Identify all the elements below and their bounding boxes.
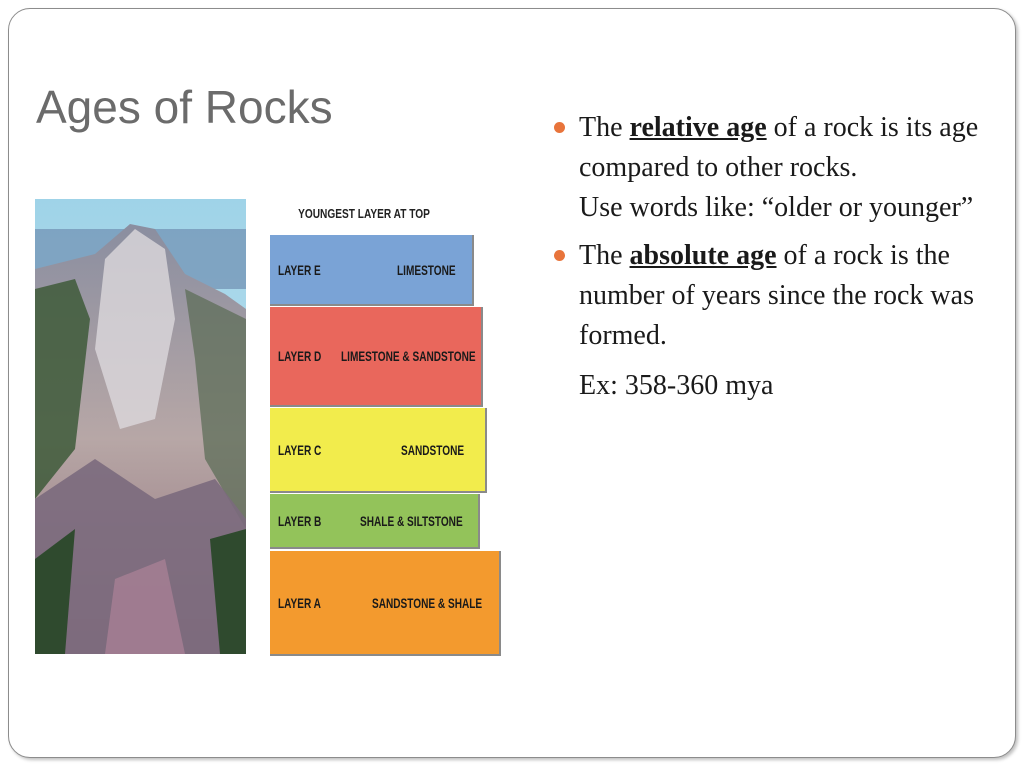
diagram-caption: YOUNGEST LAYER AT TOP: [298, 206, 430, 221]
bullet-dot-icon: [554, 250, 565, 261]
canyon-photo-image: [35, 199, 246, 654]
layer-d-rock: LIMESTONE & SANDSTONE: [341, 348, 476, 364]
layer-b: [270, 494, 480, 549]
layer-c: [270, 408, 487, 493]
layer-b-name: LAYER B: [278, 512, 322, 529]
slide-title: Ages of Rocks: [36, 81, 333, 133]
bullet-absolute-age: [552, 236, 992, 356]
layer-d: [270, 307, 483, 407]
layer-a-rock: SANDSTONE & SHALE: [372, 594, 483, 611]
layer-c-rock: SANDSTONE: [401, 441, 465, 458]
layer-e: [270, 235, 474, 306]
bullet-list: [552, 108, 992, 406]
bullet-2-prefix: The: [579, 240, 630, 271]
layer-e-rock: LIMESTONE: [397, 261, 456, 278]
bullet-dot-icon: [554, 122, 565, 133]
layer-d-name: LAYER D: [278, 348, 322, 364]
canyon-photo: [35, 199, 246, 654]
layer-b-rock: SHALE & SILTSTONE: [360, 512, 463, 529]
layer-a-name: LAYER A: [278, 594, 321, 611]
bullet-relative-age: [552, 108, 992, 228]
absolute-age-term: absolute age: [629, 240, 777, 271]
layer-e-name: LAYER E: [278, 261, 321, 278]
relative-age-term: relative age: [629, 112, 767, 143]
bullet-1-text: of a rock is its age compared to other rocks.: [579, 112, 979, 183]
bullet-1-line2: Use words like: “older or younger”: [579, 192, 974, 223]
bullet-2-text: of a rock is the number of years since the rock was formed.: [579, 240, 974, 351]
layer-c-name: LAYER C: [278, 441, 322, 458]
bullet-1-prefix: The: [579, 112, 630, 143]
example-text: Ex: 358-360 mya: [579, 370, 774, 401]
layer-a: [270, 551, 501, 656]
